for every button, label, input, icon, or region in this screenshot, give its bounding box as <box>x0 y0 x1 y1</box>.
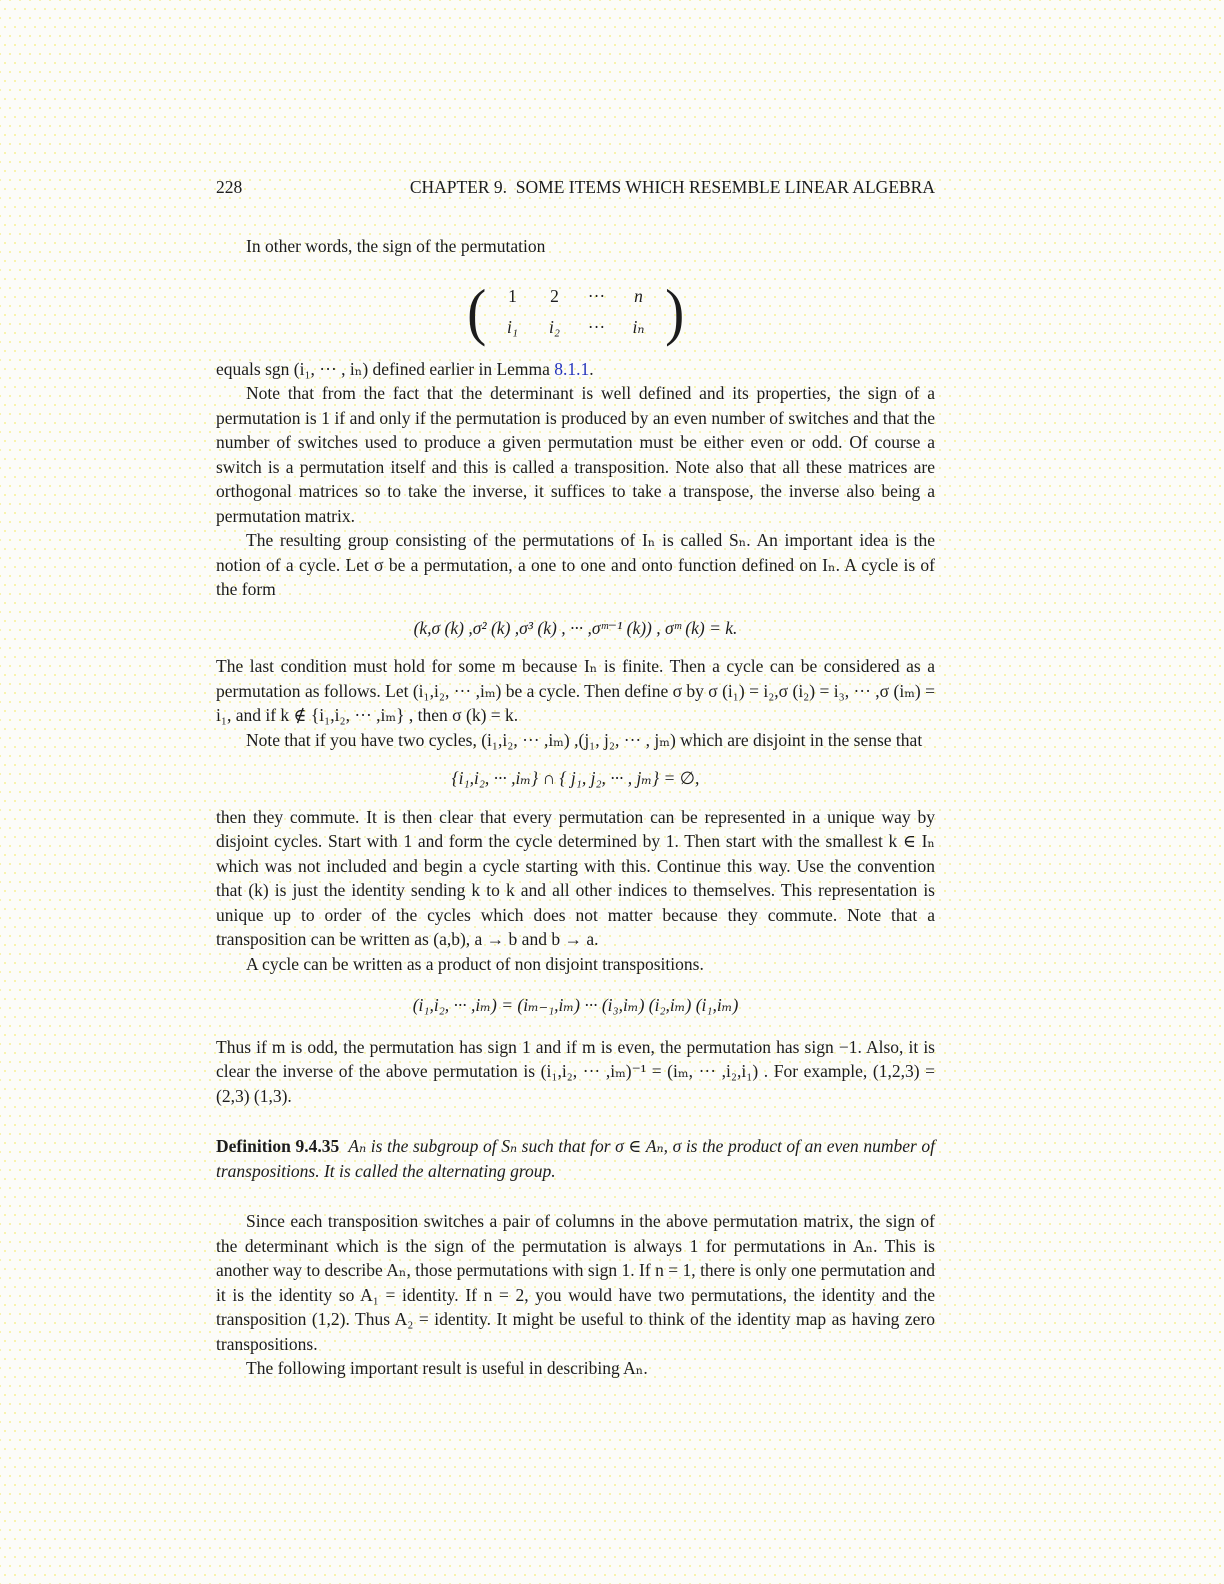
matrix-entries <box>492 281 660 343</box>
matrix-row-top <box>492 281 660 312</box>
matrix-left-paren: ( <box>467 275 487 347</box>
paragraph-cycle-product: A cycle can be written as a product of non disjoint transpositions. <box>246 953 704 974</box>
paragraph-commute: then they commute. It is then clear that every permutation can be represented in a unique way by disjoint cycles. Start with 1 and form the cycle determined by 1. Then start with the smallest k ∈ Iₙ which was not included and begin a cycle starting with this. Continue this way. Use the convention that (k) is just the identity sending k to k and all other indices to themselves. This representation is unique up to order of the cycles which does not matter because they commute. Note that a transposition can be written as (a,b), a → b and b → a. <box>216 806 935 949</box>
paragraph-last-condition: The last condition must hold for some m because Iₙ is finite. Then a cycle can be considered as a permutation as follows. Let (i₁,i₂, ··· ,iₘ) be a cycle. Then define σ by σ (i₁) = i₂,σ (i₂) = i₃, ··· ,σ (iₘ) = i₁, and if k ∉ {i₁,i₂, ··· ,iₘ} , then σ (k) = k. <box>216 656 935 725</box>
matrix-right-paren: ) <box>664 275 684 347</box>
paragraph-determinant-note: Note that from the fact that the determinant is well defined and its properties, the sign of a permutation is 1 if and only if the permutation is produced by an even number of switches and that the number of switches used to produce a given permutation must be either even or odd. Of course a switch is a permutation itself and this is called a transposition. Note also that all these matrices are orthogonal matrices so to take the inverse, it suffices to take a transpose, the inverse also being a permutation matrix. <box>216 383 935 526</box>
text-column <box>216 176 935 1381</box>
equals-sgn-paragraph <box>216 357 935 382</box>
permutation-matrix <box>216 277 935 347</box>
matrix-cell: n <box>634 285 643 306</box>
definition-spacer <box>339 1136 348 1156</box>
paragraph-two-cycles: Note that if you have two cycles, (i₁,i₂, ··· ,iₘ) ,(j₁, j₂, ··· , jₘ) which are disjoint in the sense that <box>246 729 923 750</box>
matrix-row-bottom <box>492 312 660 343</box>
running-header <box>216 176 935 198</box>
equation-transposition-product: (i₁,i₂, ··· ,iₘ) = (iₘ₋₁,iₘ) ··· (i₃,iₘ) (i₂,iₘ) (i₁,iₘ) <box>412 995 739 1015</box>
definition-label: Definition 9.4.35 <box>216 1136 340 1156</box>
paragraph-resulting-group: The resulting group consisting of the permutations of Iₙ is called Sₙ. An important idea is the notion of a cycle. Let σ be a permutation, a one to one and onto function defined on Iₙ. A cycle is of the form <box>216 530 935 599</box>
matrix-cell: i₁ <box>507 316 518 337</box>
matrix-cell: 2 <box>550 285 559 306</box>
page-number: 228 <box>216 177 243 197</box>
chapter-header-title: CHAPTER 9. SOME ITEMS WHICH RESEMBLE LINEAR ALGEBRA <box>409 177 935 197</box>
paragraph-sign: Thus if m is odd, the permutation has sign 1 and if m is even, the permutation has sign −1. Also, it is clear the inverse of the above permutation is (i₁,i₂, ··· ,iₘ)⁻¹ = (iₘ, ··· ,i₂,i₁) . For example, (1,2,3) = (2,3) (1,3). <box>216 1036 935 1106</box>
intro-paragraph: In other words, the sign of the permutation <box>246 236 546 256</box>
equation-disjoint-sets: {i₁,i₂, ··· ,iₘ} ∩ { j₁, j₂, ··· , jₘ} = ∅, <box>451 768 700 788</box>
paragraph-following-result: The following important result is useful in describing Aₙ. <box>246 1358 648 1378</box>
equals-sgn-text: equals sgn (i₁, ··· , iₙ) defined earlier in Lemma <box>216 358 555 379</box>
definition-9-4-35 <box>216 1134 935 1183</box>
lemma-link[interactable]: 8.1.1 <box>554 358 590 379</box>
equation-cycle-form: (k,σ (k) ,σ² (k) ,σ³ (k) , ··· ,σᵐ⁻¹ (k)) , σᵐ (k) = k. <box>413 617 738 638</box>
matrix-cell: 1 <box>508 285 517 306</box>
matrix-cell: ··· <box>587 316 606 337</box>
equals-sgn-period: . <box>589 358 594 379</box>
matrix-cell: ··· <box>587 285 606 306</box>
definition-body: Aₙ is the subgroup of Sₙ such that for σ ∈ Aₙ, σ is the product of an even number of transpositions. It is called the alternating group. <box>216 1136 935 1181</box>
matrix-cell: iₙ <box>632 316 645 337</box>
matrix-cell: i₂ <box>549 316 560 337</box>
paragraph-since-transposition: Since each transposition switches a pair of columns in the above permutation matrix, the sign of the determinant which is the sign of the permutation is always 1 for permutations in Aₙ. This is another way to describe Aₙ, those permutations with sign 1. If n = 1, there is only one permutation and it is the identity so A₁ = identity. If n = 2, you would have two permutations, the identity and the transposition (1,2). Thus A₂ = identity. It might be useful to think of the identity map as having zero transpositions. <box>216 1211 935 1354</box>
